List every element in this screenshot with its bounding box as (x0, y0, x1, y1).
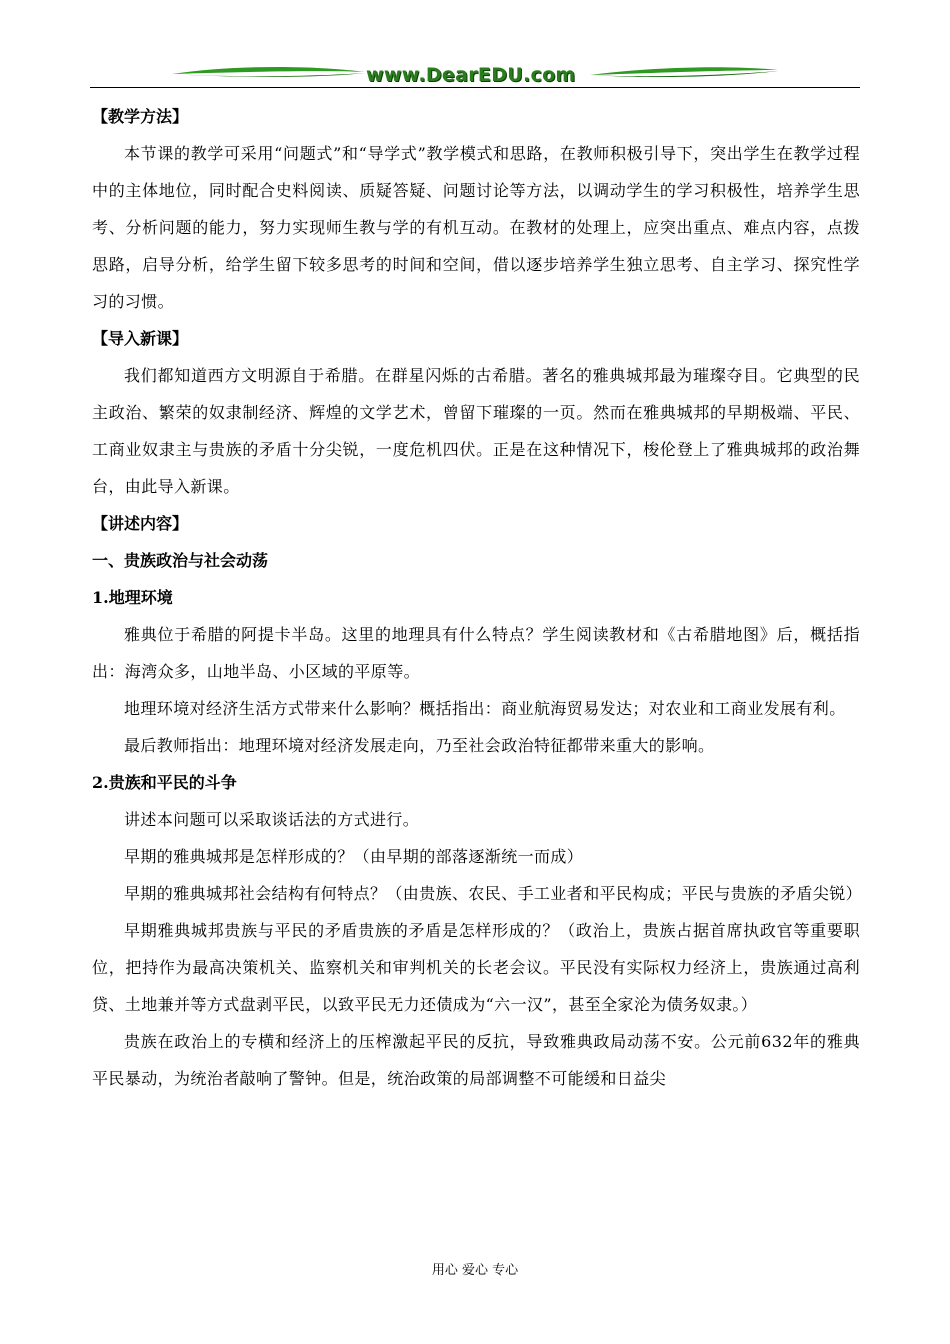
paragraph: 贵族在政治上的专横和经济上的压榨激起平民的反抗，导致雅典政局动荡不安。公元前632年的雅典平民暴动，为统治者敲响了警钟。但是，统治政策的局部调整不可能缓和日益尖 (92, 1032, 860, 1088)
page-header (90, 56, 860, 90)
paragraph: 雅典位于希腊的阿提卡半岛。这里的地理具有什么特点？学生阅读教材和《古希腊地图》后，概括指出：海湾众多，山地半岛、小区域的平原等。 (92, 625, 860, 681)
page-footer: 用心 爱心 专心 (431, 1263, 519, 1278)
paragraph: 早期雅典城邦贵族与平民的矛盾贵族的矛盾是怎样形成的？（政治上，贵族占据首席执政官等重要职位，把持作为最高决策机关、监察机关和审判机关的长老会议。平民没有实际权力经济上，贵族通过高利贷、土地兼并等方式盘剥平民，以致平民无力还债成为“六一汉”，甚至全家沦为债务奴隶。） (92, 921, 860, 1014)
paragraph: 我们都知道西方文明源自于希腊。在群星闪烁的古希腊。著名的雅典城邦最为璀璨夺目。它典型的民主政治、繁荣的奴隶制经济、辉煌的文学艺术，曾留下璀璨的一页。然而在雅典城邦的早期极端、平民、工商业奴隶主与贵族的矛盾十分尖锐，一度危机四伏。正是在这种情况下，梭伦登上了雅典城邦的政治舞台，由此导入新课。 (92, 366, 860, 496)
paragraph: 地理环境对经济生活方式带来什么影响？概括指出：商业航海贸易发达；对农业和工商业发展有利。 (124, 699, 846, 718)
paragraph: 讲述本问题可以采取谈话法的方式进行。 (124, 810, 420, 829)
section-heading: 2.贵族和平民的斗争 (92, 773, 237, 792)
section-heading: 1.地理环境 (92, 588, 173, 607)
paragraph: 本节课的教学可采用“问题式”和“导学式”教学模式和思路，在教师积极引导下，突出学生在教学过程中的主体地位，同时配合史料阅读、质疑答疑、问题讨论等方法，以调动学生的学习积极性，培养学生思考、分析问题的能力，努力实现师生教与学的有机互动。在教材的处理上，应突出重点、难点内容，点拨思路，启导分析，给学生留下较多思考的时间和空间，借以逐步培养学生独立思考、自主学习、探究性学习的习惯。 (92, 144, 860, 311)
site-logo-text: www.DearEDU.com (366, 64, 576, 86)
section-heading: 一、贵族政治与社会动荡 (92, 551, 269, 570)
paragraph: 最后教师指出：地理环境对经济发展走向，乃至社会政治特征都带来重大的影响。 (124, 736, 715, 755)
section-heading: 【教学方法】 (92, 107, 189, 126)
section-heading: 【导入新课】 (92, 329, 189, 348)
paragraph: 早期的雅典城邦社会结构有何特点？（由贵族、农民、手工业者和平民构成；平民与贵族的矛盾尖锐） (124, 884, 863, 903)
section-heading: 【讲述内容】 (92, 514, 189, 533)
paragraph: 早期的雅典城邦是怎样形成的？（由早期的部落逐渐统一而成） (124, 847, 584, 866)
header-divider (90, 87, 860, 88)
document-body (92, 98, 863, 1097)
